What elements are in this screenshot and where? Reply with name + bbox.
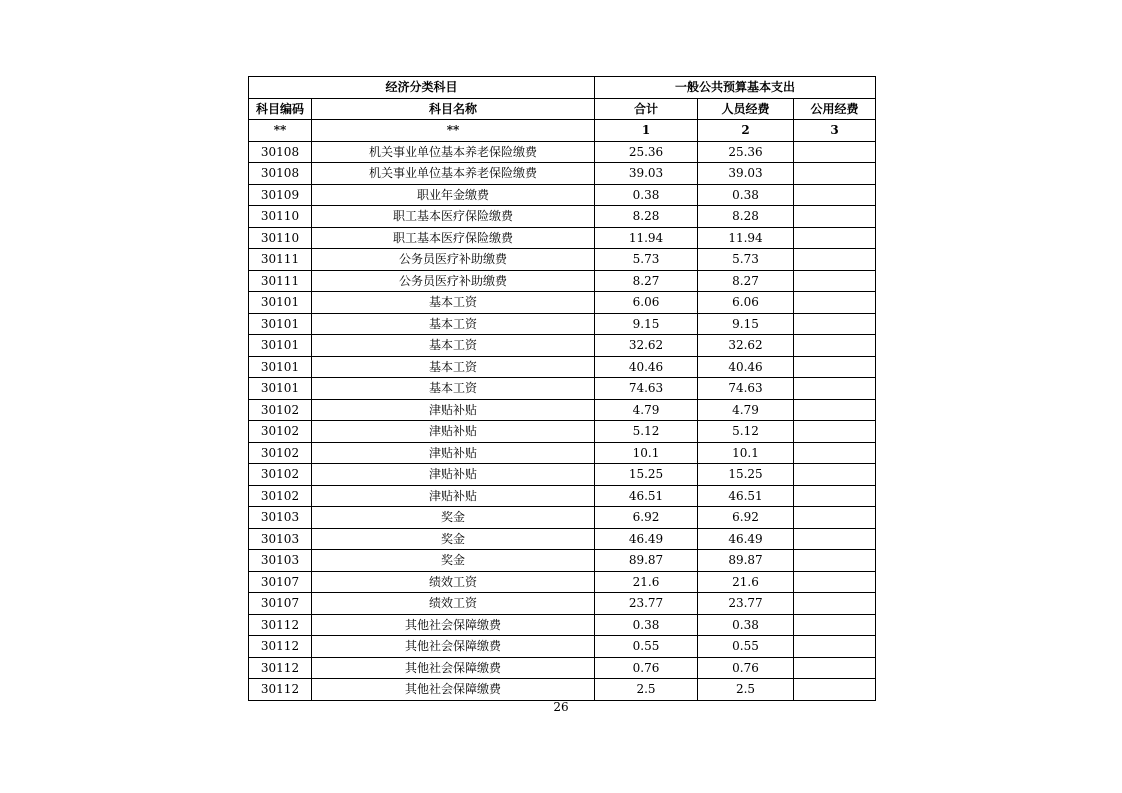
index-name: ** [312,120,595,142]
index-total: 1 [595,120,698,142]
row-code-cell: 30101 [249,313,312,335]
table-row [249,485,876,507]
row-name-cell: 津贴补贴 [312,464,595,486]
row-public-cell [794,528,876,550]
row-total-cell: 11.94 [595,227,698,249]
row-code-cell: 30112 [249,614,312,636]
row-total-cell: 6.92 [595,507,698,529]
row-name-cell: 其他社会保障缴费 [312,614,595,636]
row-public-cell [794,657,876,679]
row-public-cell [794,571,876,593]
row-personnel-cell: 4.79 [698,399,794,421]
row-total-cell: 5.73 [595,249,698,271]
row-public-cell [794,227,876,249]
table-row [249,657,876,679]
name-column-header: 科目名称 [312,98,595,120]
row-total-cell: 23.77 [595,593,698,615]
table-row [249,249,876,271]
personnel-column-header: 人员经费 [698,98,794,120]
row-personnel-cell: 74.63 [698,378,794,400]
row-total-cell: 0.38 [595,614,698,636]
row-total-cell: 2.5 [595,679,698,701]
row-public-cell [794,464,876,486]
row-name-cell: 基本工资 [312,292,595,314]
row-total-cell: 15.25 [595,464,698,486]
row-personnel-cell: 6.06 [698,292,794,314]
table-row [249,184,876,206]
row-personnel-cell: 2.5 [698,679,794,701]
row-name-cell: 奖金 [312,528,595,550]
row-public-cell [794,163,876,185]
table-row [249,378,876,400]
row-code-cell: 30112 [249,657,312,679]
row-name-cell: 基本工资 [312,378,595,400]
index-row [249,120,876,142]
table-body [249,141,876,700]
table-row [249,593,876,615]
index-public: 3 [794,120,876,142]
row-name-cell: 机关事业单位基本养老保险缴费 [312,141,595,163]
table-row [249,421,876,443]
row-code-cell: 30101 [249,292,312,314]
table-row [249,679,876,701]
row-public-cell [794,184,876,206]
row-total-cell: 32.62 [595,335,698,357]
row-code-cell: 30101 [249,378,312,400]
row-total-cell: 10.1 [595,442,698,464]
row-name-cell: 津贴补贴 [312,399,595,421]
page-number: 26 [553,700,569,714]
row-public-cell [794,636,876,658]
row-total-cell: 9.15 [595,313,698,335]
row-personnel-cell: 0.38 [698,184,794,206]
row-code-cell: 30112 [249,679,312,701]
row-personnel-cell: 5.73 [698,249,794,271]
public-column-header: 公用经费 [794,98,876,120]
column-header-row [249,98,876,120]
row-total-cell: 0.38 [595,184,698,206]
row-name-cell: 其他社会保障缴费 [312,636,595,658]
row-personnel-cell: 0.55 [698,636,794,658]
row-name-cell: 职工基本医疗保险缴费 [312,206,595,228]
row-personnel-cell: 32.62 [698,335,794,357]
table-row [249,614,876,636]
row-code-cell: 30110 [249,206,312,228]
row-name-cell: 基本工资 [312,356,595,378]
row-personnel-cell: 5.12 [698,421,794,443]
row-public-cell [794,141,876,163]
row-public-cell [794,356,876,378]
row-code-cell: 30103 [249,550,312,572]
table-row [249,399,876,421]
row-public-cell [794,614,876,636]
row-total-cell: 8.27 [595,270,698,292]
row-total-cell: 46.49 [595,528,698,550]
row-public-cell [794,399,876,421]
table-row [249,227,876,249]
row-personnel-cell: 25.36 [698,141,794,163]
table-row [249,141,876,163]
row-total-cell: 40.46 [595,356,698,378]
row-personnel-cell: 8.27 [698,270,794,292]
row-public-cell [794,593,876,615]
row-name-cell: 公务员医疗补助缴费 [312,249,595,271]
row-public-cell [794,206,876,228]
row-public-cell [794,679,876,701]
row-personnel-cell: 15.25 [698,464,794,486]
table-row [249,292,876,314]
row-public-cell [794,550,876,572]
row-code-cell: 30111 [249,249,312,271]
group-header-row [249,77,876,99]
row-total-cell: 5.12 [595,421,698,443]
row-public-cell [794,292,876,314]
row-code-cell: 30112 [249,636,312,658]
row-code-cell: 30102 [249,485,312,507]
row-code-cell: 30102 [249,464,312,486]
row-name-cell: 其他社会保障缴费 [312,657,595,679]
index-code: ** [249,120,312,142]
row-personnel-cell: 89.87 [698,550,794,572]
row-public-cell [794,421,876,443]
row-personnel-cell: 10.1 [698,442,794,464]
row-total-cell: 46.51 [595,485,698,507]
table-row [249,335,876,357]
row-personnel-cell: 8.28 [698,206,794,228]
row-code-cell: 30108 [249,163,312,185]
row-public-cell [794,378,876,400]
total-column-header: 合计 [595,98,698,120]
row-total-cell: 0.55 [595,636,698,658]
row-personnel-cell: 40.46 [698,356,794,378]
row-name-cell: 绩效工资 [312,571,595,593]
row-name-cell: 基本工资 [312,335,595,357]
row-total-cell: 8.28 [595,206,698,228]
table-row [249,464,876,486]
table-row [249,163,876,185]
row-name-cell: 津贴补贴 [312,421,595,443]
table-row [249,636,876,658]
row-public-cell [794,249,876,271]
row-total-cell: 89.87 [595,550,698,572]
row-code-cell: 30110 [249,227,312,249]
row-total-cell: 25.36 [595,141,698,163]
row-personnel-cell: 39.03 [698,163,794,185]
row-name-cell: 奖金 [312,550,595,572]
table-row [249,270,876,292]
row-code-cell: 30103 [249,507,312,529]
row-name-cell: 职业年金缴费 [312,184,595,206]
row-personnel-cell: 46.51 [698,485,794,507]
row-total-cell: 39.03 [595,163,698,185]
row-personnel-cell: 0.38 [698,614,794,636]
row-name-cell: 基本工资 [312,313,595,335]
table-row [249,507,876,529]
code-column-header: 科目编码 [249,98,312,120]
row-code-cell: 30107 [249,593,312,615]
table-row [249,313,876,335]
row-code-cell: 30111 [249,270,312,292]
row-code-cell: 30101 [249,335,312,357]
row-public-cell [794,270,876,292]
row-code-cell: 30102 [249,442,312,464]
row-total-cell: 6.06 [595,292,698,314]
row-personnel-cell: 46.49 [698,528,794,550]
row-code-cell: 30103 [249,528,312,550]
row-code-cell: 30108 [249,141,312,163]
row-personnel-cell: 11.94 [698,227,794,249]
row-code-cell: 30101 [249,356,312,378]
table-row [249,550,876,572]
row-name-cell: 绩效工资 [312,593,595,615]
row-code-cell: 30107 [249,571,312,593]
row-name-cell: 奖金 [312,507,595,529]
row-name-cell: 公务员医疗补助缴费 [312,270,595,292]
index-personnel: 2 [698,120,794,142]
row-personnel-cell: 6.92 [698,507,794,529]
row-code-cell: 30109 [249,184,312,206]
row-name-cell: 机关事业单位基本养老保险缴费 [312,163,595,185]
row-total-cell: 0.76 [595,657,698,679]
row-public-cell [794,442,876,464]
table-row [249,442,876,464]
table-row [249,206,876,228]
budget-table [248,76,876,701]
row-total-cell: 4.79 [595,399,698,421]
row-name-cell: 其他社会保障缴费 [312,679,595,701]
row-code-cell: 30102 [249,399,312,421]
row-personnel-cell: 9.15 [698,313,794,335]
row-public-cell [794,313,876,335]
table-row [249,528,876,550]
classification-group-header: 经济分类科目 [249,77,595,99]
row-total-cell: 21.6 [595,571,698,593]
row-personnel-cell: 0.76 [698,657,794,679]
row-total-cell: 74.63 [595,378,698,400]
row-name-cell: 津贴补贴 [312,485,595,507]
row-code-cell: 30102 [249,421,312,443]
row-public-cell [794,507,876,529]
row-name-cell: 津贴补贴 [312,442,595,464]
row-personnel-cell: 23.77 [698,593,794,615]
table-row [249,571,876,593]
table-row [249,356,876,378]
row-public-cell [794,335,876,357]
expenditure-group-header: 一般公共预算基本支出 [595,77,876,99]
row-name-cell: 职工基本医疗保险缴费 [312,227,595,249]
row-public-cell [794,485,876,507]
row-personnel-cell: 21.6 [698,571,794,593]
